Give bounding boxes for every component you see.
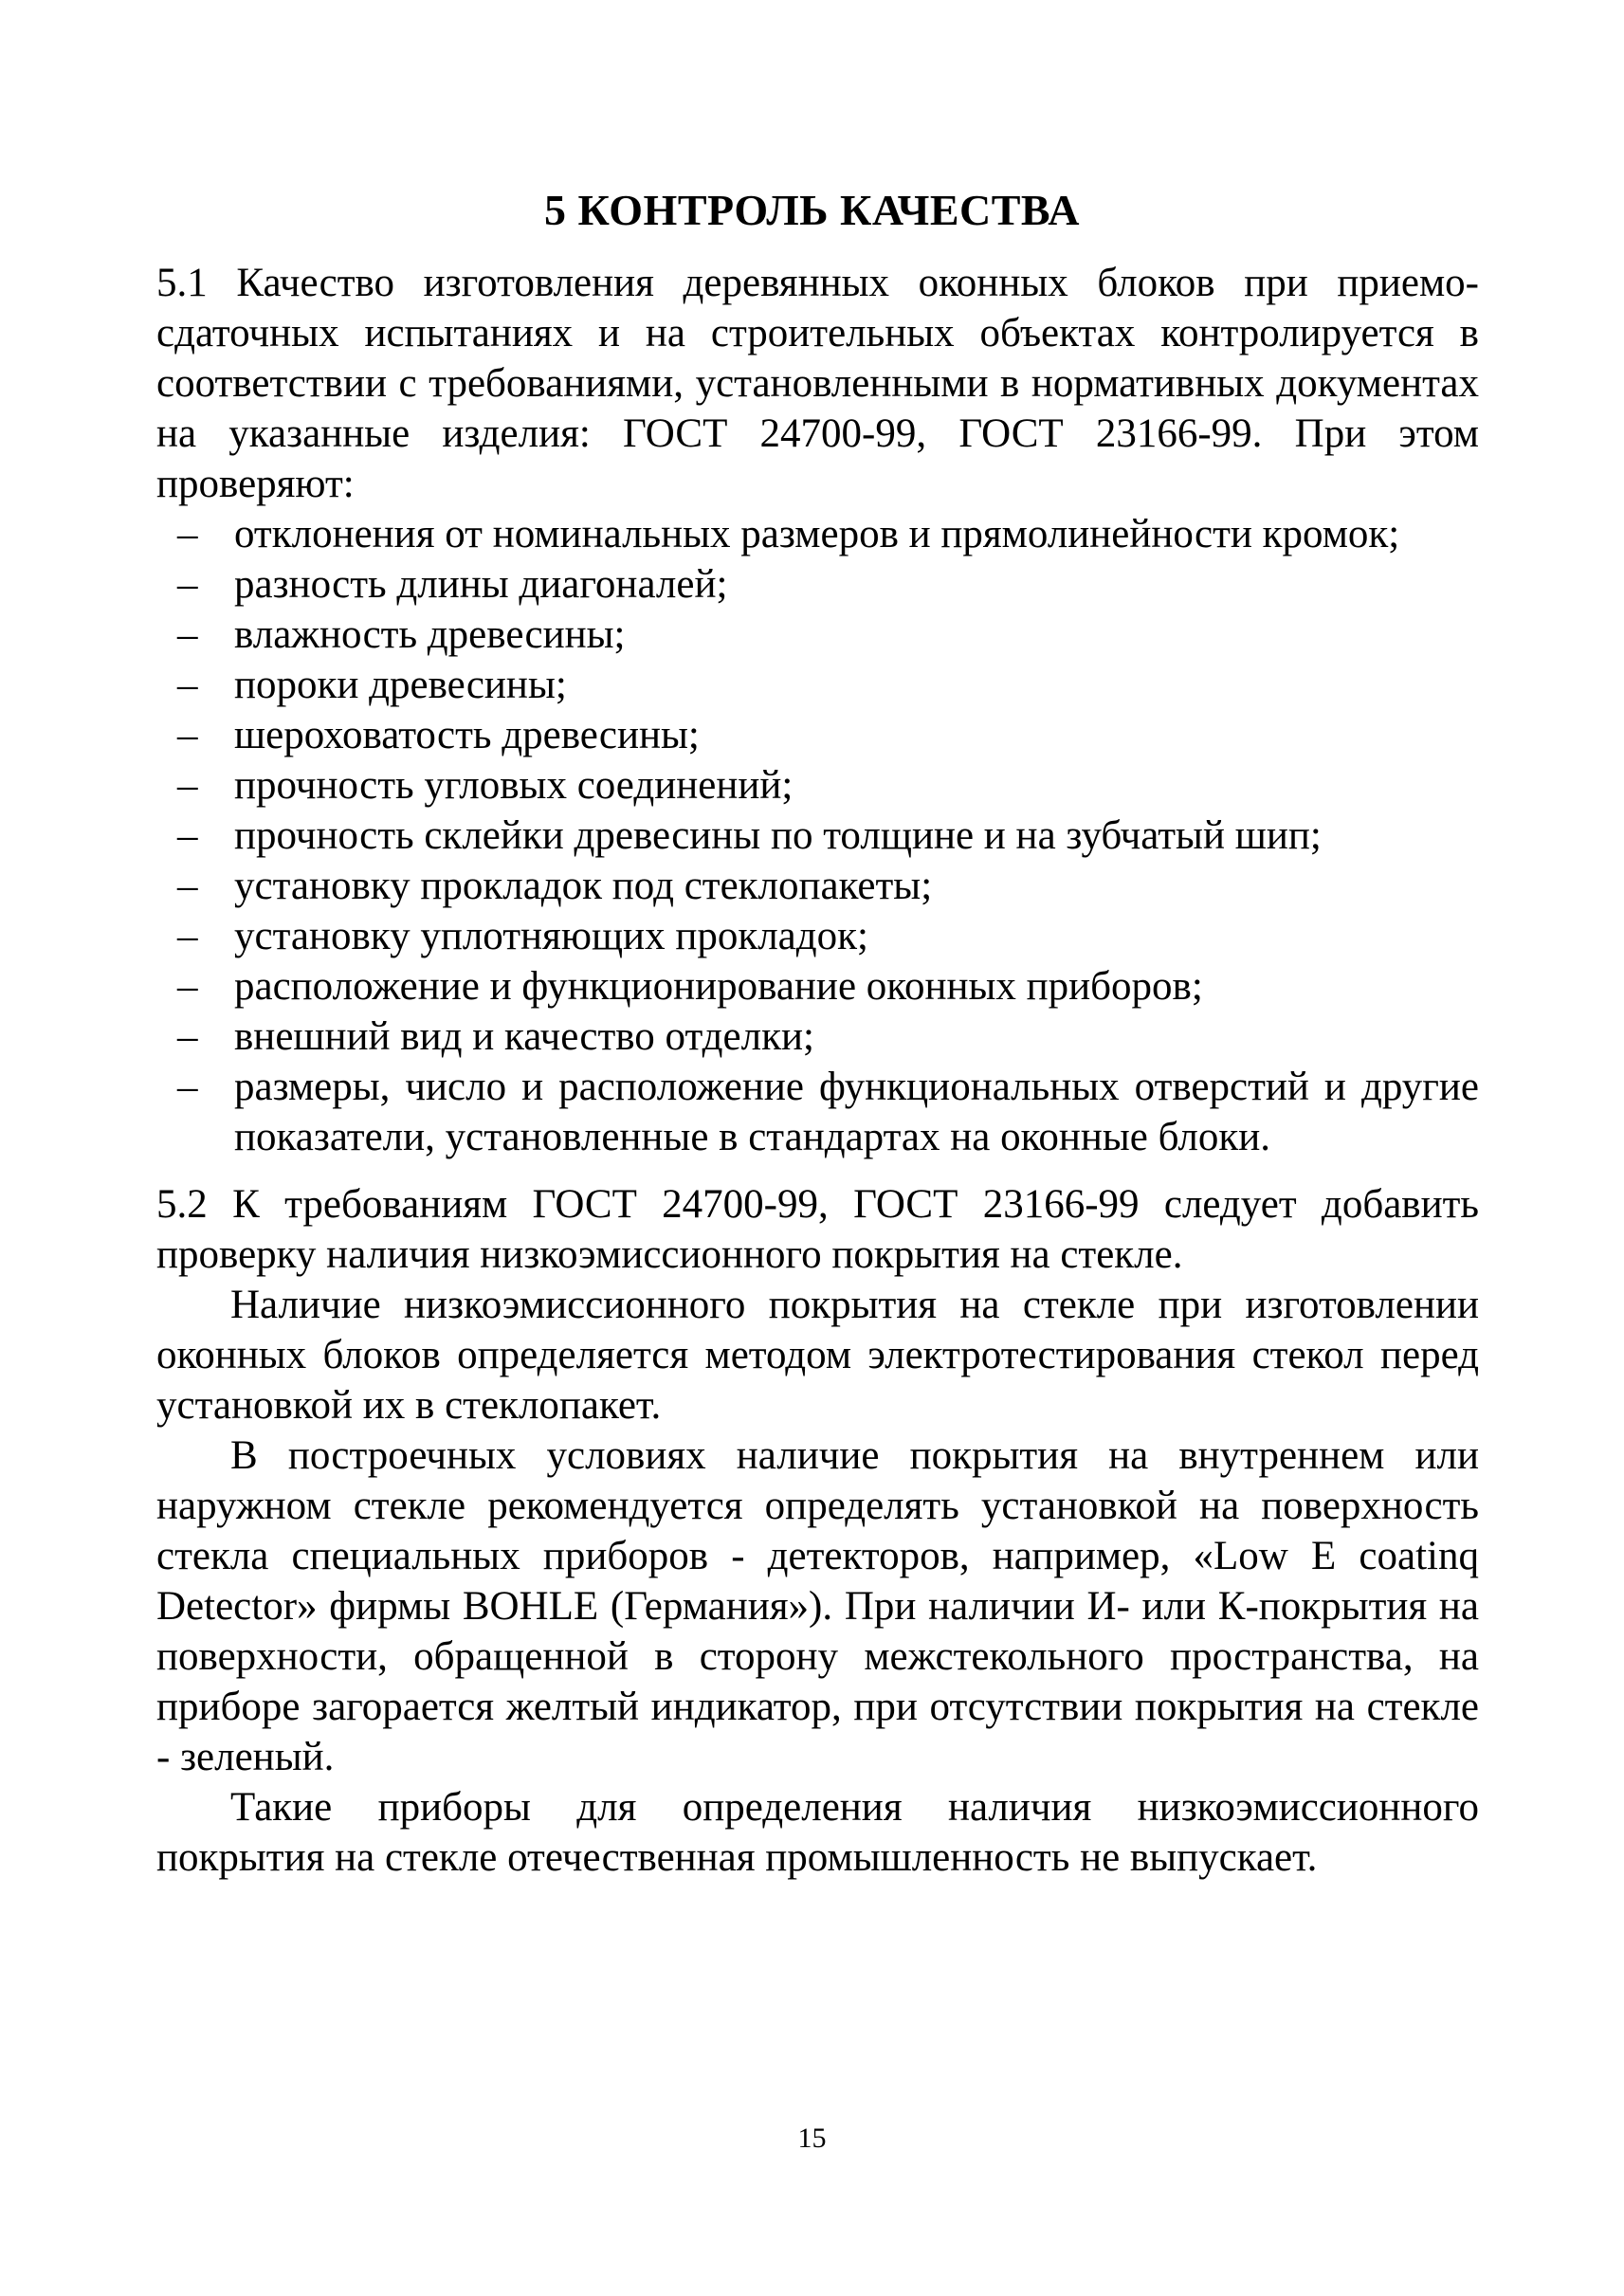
- list-item-text: отклонения от номинальных размеров и прямолинейности кромок;: [234, 512, 1400, 556]
- clause-5-2-paragraph: 5.2 К требованиям ГОСТ 24700-99, ГОСТ 23166-99 следует добавить проверку наличия низкоэмиссионного покрытия на стекле.: [156, 1182, 1479, 1277]
- list-item: [156, 811, 1479, 861]
- dash-bullet: –: [177, 1065, 198, 1109]
- dash-bullet: –: [177, 612, 198, 657]
- list-item: [156, 861, 1479, 911]
- dash-bullet: –: [177, 813, 198, 858]
- dash-bullet: –: [177, 864, 198, 908]
- page-number: 15: [797, 2123, 827, 2154]
- site-detection-paragraph: В построечных условиях наличие покрытия на внутреннем или наружном стекле рекомендуется определять установкой на поверхность стекла специальных приборов - детекторов, например, «Low E coatinq Detector» фирмы BOHLE (Германия»). При наличии И- или К-покрытия на поверхности, обращенной в сторону межстекольного пространства, на приборе загорается желтый индикатор, при отсутствии покрытия на стекле - зеленый.: [156, 1433, 1479, 1779]
- detection-method-paragraph: Наличие низкоэмиссионного покрытия на стекле при изготовлении оконных блоков определяется методом электротестирования стекол перед установкой их в стеклопакет.: [156, 1283, 1479, 1428]
- list-item-text: размеры, число и расположение функциональных отверстий и другие показатели, установленные в стандартах на оконные блоки.: [234, 1065, 1479, 1159]
- dash-bullet: –: [177, 663, 198, 707]
- dash-bullet: –: [177, 1014, 198, 1059]
- list-item: [156, 610, 1479, 660]
- list-item: [156, 961, 1479, 1011]
- section-title: 5 КОНТРОЛЬ КАЧЕСТВА: [544, 186, 1080, 234]
- domestic-industry-paragraph: Такие приборы для определения наличия низкоэмиссионного покрытия на стекле отечественная промышленность не выпускает.: [156, 1785, 1479, 1880]
- list-item: [156, 1062, 1479, 1162]
- list-item-text: установку прокладок под стеклопакеты;: [234, 864, 933, 908]
- check-list: [156, 509, 1479, 1162]
- list-item: [156, 911, 1479, 961]
- list-item-text: пороки древесины;: [234, 663, 567, 707]
- page-body: [156, 258, 1479, 1883]
- list-item: [156, 559, 1479, 610]
- list-item-text: внешний вид и качество отделки;: [234, 1014, 814, 1059]
- list-item-text: прочность склейки древесины по толщине и на зубчатый шип;: [234, 813, 1322, 858]
- list-item-text: установку уплотняющих прокладок;: [234, 914, 868, 958]
- list-item: [156, 509, 1479, 559]
- list-item: [156, 660, 1479, 710]
- dash-bullet: –: [177, 914, 198, 958]
- list-item: [156, 710, 1479, 760]
- list-item-text: прочность угловых соединений;: [234, 763, 794, 808]
- dash-bullet: –: [177, 562, 198, 607]
- list-item-text: разность длины диагоналей;: [234, 562, 728, 607]
- list-item-text: расположение и функционирование оконных приборов;: [234, 964, 1203, 1009]
- list-item: [156, 1011, 1479, 1062]
- list-item-text: влажность древесины;: [234, 612, 626, 657]
- dash-bullet: –: [177, 713, 198, 757]
- list-item-text: шероховатость древесины;: [234, 713, 700, 757]
- clause-5-1-intro: 5.1 Качество изготовления деревянных оконных блоков при приемо-сдаточных испытаниях и на строительных объектах контролируется в соответствии с требованиями, установленными в нормативных документах на указанные изделия: ГОСТ 24700-99, ГОСТ 23166-99. При этом проверяют:: [156, 261, 1479, 506]
- list-item: [156, 760, 1479, 811]
- dash-bullet: –: [177, 512, 198, 556]
- dash-bullet: –: [177, 763, 198, 808]
- dash-bullet: –: [177, 964, 198, 1009]
